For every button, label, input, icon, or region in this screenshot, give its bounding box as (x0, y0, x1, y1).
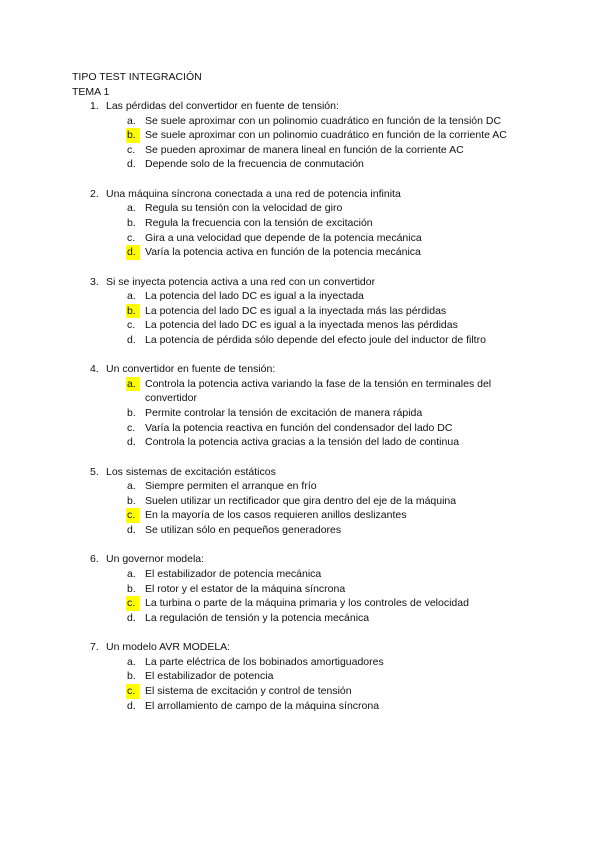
document-subtitle: TEMA 1 (72, 85, 110, 98)
question-text: Un modelo AVR MODELA: (106, 641, 231, 654)
option-letter: a. (127, 114, 136, 127)
question-number: 3. (90, 275, 99, 288)
option-letter: b. (127, 407, 136, 420)
answer-option-d (0, 157, 600, 172)
answer-option-a (0, 289, 600, 304)
option-text: Controla la potencia activa variando la fase de la tensión en terminales del convertidor (145, 377, 492, 405)
option-letter: c. (127, 231, 136, 244)
answer-option-c (0, 231, 600, 246)
option-text: Siempre permiten el arranque en frío (145, 480, 317, 493)
answer-option-d (0, 523, 600, 538)
option-text: La parte eléctrica de los bobinados amortiguadores (145, 655, 384, 668)
answer-option-a (0, 567, 600, 582)
answer-option-a (0, 377, 600, 406)
question-stem (0, 275, 600, 290)
option-letter: d. (127, 524, 136, 537)
question-6 (0, 552, 600, 625)
answer-option-c (0, 421, 600, 436)
highlighted-option-letter: d. (126, 245, 140, 260)
highlighted-option-letter: b. (126, 128, 140, 143)
option-text: Se pueden aproximar de manera lineal en función de la corriente AC (145, 143, 464, 156)
answer-option-a (0, 479, 600, 494)
document-title: TIPO TEST INTEGRACIÓN (72, 71, 202, 83)
option-text: Suelen utilizar un rectificador que gira dentro del eje de la máquina (145, 494, 457, 507)
option-letter: d. (127, 699, 136, 712)
answer-option-b (0, 128, 600, 143)
question-number: 5. (90, 465, 99, 478)
option-text: Gira a una velocidad que depende de la potencia mecánica (145, 231, 422, 244)
option-letter: d. (127, 333, 136, 346)
option-text: La potencia de pérdida sólo depende del efecto joule del inductor de filtro (145, 333, 486, 346)
answer-option-c (0, 318, 600, 333)
option-letter: b. (127, 494, 136, 507)
answer-option-a (0, 201, 600, 216)
option-text: La potencia del lado DC es igual a la inyectada más las pérdidas (145, 304, 447, 317)
answer-option-b (0, 304, 600, 319)
question-stem (0, 465, 600, 480)
question-text: Las pérdidas del convertidor en fuente de tensión: (106, 100, 339, 112)
question-number: 4. (90, 363, 99, 376)
option-letter: c. (127, 143, 136, 156)
question-text: Un convertidor en fuente de tensión: (106, 363, 276, 376)
option-text: Controla la potencia activa gracias a la tensión del lado de continua (145, 436, 460, 449)
question-5 (0, 465, 600, 538)
question-2 (0, 187, 600, 260)
option-text: En la mayoría de los casos requieren anillos deslizantes (145, 509, 407, 522)
option-text: La potencia del lado DC es igual a la inyectada (145, 290, 364, 303)
answer-option-c (0, 684, 600, 699)
highlighted-option-letter: c. (126, 508, 139, 523)
answer-option-b (0, 216, 600, 231)
question-stem (0, 187, 600, 202)
answer-option-b (0, 669, 600, 684)
answer-option-a (0, 655, 600, 670)
option-list (0, 289, 600, 347)
question-number: 1. (90, 100, 99, 112)
option-text: La potencia del lado DC es igual a la inyectada menos las pérdidas (145, 319, 458, 332)
option-text: El estabilizador de potencia (145, 670, 274, 683)
answer-option-d (0, 245, 600, 260)
question-text: Los sistemas de excitación estáticos (106, 465, 276, 478)
option-letter: b. (127, 670, 136, 683)
option-list (0, 377, 600, 450)
answer-option-b (0, 494, 600, 509)
option-letter: a. (127, 202, 136, 215)
question-number: 7. (90, 641, 99, 654)
question-text: Un governor modela: (106, 553, 205, 566)
answer-option-a (0, 114, 600, 129)
option-text: El rotor y el estator de la máquina síncrona (145, 582, 346, 595)
option-text: Depende solo de la frecuencia de conmutación (145, 158, 364, 171)
option-letter: a. (127, 568, 136, 581)
option-text: Regula su tensión con la velocidad de giro (145, 202, 343, 215)
option-letter: a. (127, 290, 136, 303)
question-list (0, 99, 600, 728)
question-stem (0, 640, 600, 655)
option-text: Permite controlar la tensión de excitación de manera rápida (145, 407, 423, 420)
answer-option-b (0, 582, 600, 597)
document-header (72, 70, 202, 99)
option-text: El sistema de excitación y control de tensión (145, 684, 352, 697)
highlighted-option-letter: c. (126, 596, 139, 611)
answer-option-c (0, 596, 600, 611)
option-text: El estabilizador de potencia mecánica (145, 568, 322, 581)
option-list (0, 201, 600, 259)
question-1 (0, 99, 600, 172)
answer-option-c (0, 508, 600, 523)
question-text: Una máquina síncrona conectada a una red de potencia infinita (106, 187, 401, 200)
option-text: Se suele aproximar con un polinomio cuadrático en función de la tensión DC (145, 114, 502, 127)
option-text: Se utilizan sólo en pequeños generadores (145, 524, 342, 537)
question-number: 2. (90, 187, 99, 200)
option-list (0, 479, 600, 537)
option-letter: c. (127, 319, 136, 332)
question-stem (0, 99, 600, 114)
option-text: El arrollamiento de campo de la máquina síncrona (145, 699, 380, 712)
question-stem (0, 552, 600, 567)
question-4 (0, 362, 600, 450)
option-text: La regulación de tensión y la potencia mecánica (145, 611, 370, 624)
option-letter: b. (127, 582, 136, 595)
question-number: 6. (90, 553, 99, 566)
option-text: Regula la frecuencia con la tensión de excitación (145, 216, 373, 229)
question-stem (0, 362, 600, 377)
option-letter: a. (127, 480, 136, 493)
option-text: La turbina o parte de la máquina primaria y los controles de velocidad (145, 597, 469, 610)
highlighted-option-letter: c. (126, 684, 139, 699)
option-letter: d. (127, 611, 136, 624)
answer-option-d (0, 699, 600, 714)
highlighted-option-letter: a. (126, 377, 140, 392)
option-letter: b. (127, 216, 136, 229)
option-letter: d. (127, 436, 136, 449)
option-text: Varía la potencia activa en función de la potencia mecánica (145, 246, 421, 259)
question-3 (0, 275, 600, 348)
answer-option-d (0, 611, 600, 626)
option-list (0, 655, 600, 713)
option-list (0, 567, 600, 625)
option-letter: c. (127, 421, 136, 434)
option-list (0, 114, 600, 172)
highlighted-option-letter: b. (126, 304, 140, 319)
option-letter: d. (127, 158, 136, 171)
option-letter: a. (127, 655, 136, 668)
answer-option-d (0, 435, 600, 450)
question-7 (0, 640, 600, 713)
option-text: Se suele aproximar con un polinomio cuadrático en función de la corriente AC (145, 129, 507, 142)
answer-option-c (0, 143, 600, 158)
answer-option-d (0, 333, 600, 348)
question-text: Si se inyecta potencia activa a una red con un convertidor (106, 275, 376, 288)
option-text: Varía la potencia reactiva en función del condensador del lado DC (145, 421, 453, 434)
answer-option-b (0, 406, 600, 421)
